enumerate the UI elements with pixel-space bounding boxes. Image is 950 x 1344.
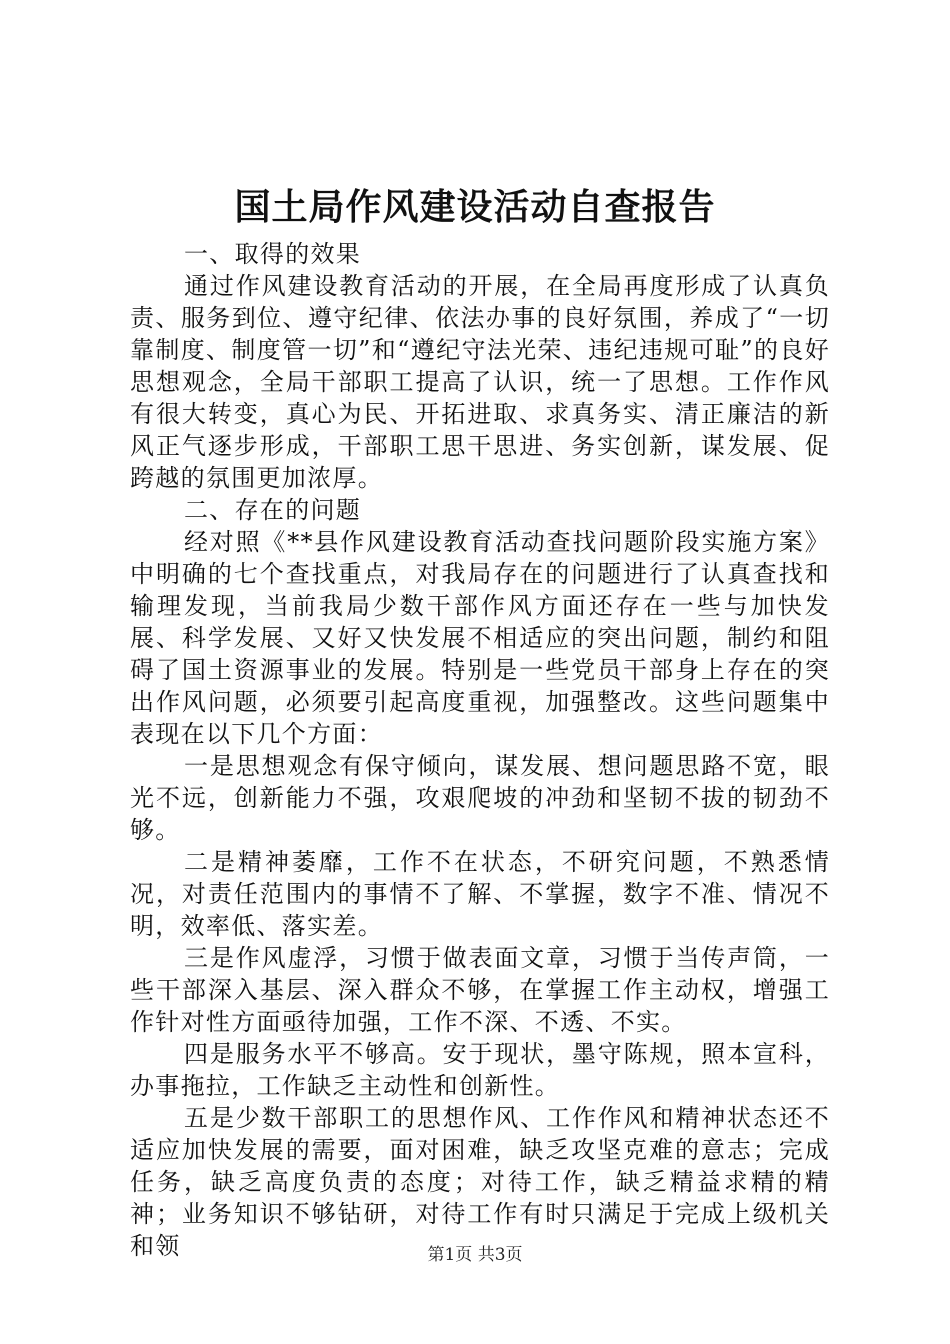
document-body xyxy=(130,238,830,1262)
paragraph-problem-1: 一是思想观念有保守倾向，谋发展、想问题思路不宽，眼光不远，创新能力不强，攻艰爬坡的冲劲和坚韧不拔的韧劲不够。 xyxy=(130,752,830,844)
section-heading-problems: 二、存在的问题 xyxy=(184,496,362,524)
paragraph-results: 通过作风建设教育活动的开展，在全局再度形成了认真负责、服务到位、遵守纪律、依法办事的良好氛围，养成了“一切靠制度、制度管一切”和“遵纪守法光荣、违纪违规可耻”的良好思想观念，全局干部职工提高了认识，统一了思想。工作作风有很大转变，真心为民、开拓进取、求真务实、清正廉洁的新风正气逐步形成，干部职工思干思进、务实创新，谋发展、促跨越的氛围更加浓厚。 xyxy=(130,272,830,492)
paragraph-problem-2: 二是精神萎靡，工作不在状态，不研究问题，不熟悉情况，对责任范围内的事情不了解、不掌握，数字不准、情况不明，效率低、落实差。 xyxy=(130,848,830,940)
document-title: 国土局作风建设活动自查报告 xyxy=(234,186,716,228)
paragraph-problem-4: 四是服务水平不够高。安于现状，墨守陈规，照本宣科，办事拖拉，工作缺乏主动性和创新性。 xyxy=(130,1040,830,1100)
paragraph-problems-intro: 经对照《**县作风建设教育活动查找问题阶段实施方案》中明确的七个查找重点，对我局存在的问题进行了认真查找和输理发现，当前我局少数干部作风方面还存在一些与加快发展、科学发展、又好又快发展不相适应的突出问题，制约和阻碍了国土资源事业的发展。特别是一些党员干部身上存在的突出作风问题，必须要引起高度重视，加强整改。这些问题集中表现在以下几个方面： xyxy=(130,528,830,748)
page-footer: 第1页 共3页 xyxy=(427,1245,523,1265)
section-heading-results: 一、取得的效果 xyxy=(184,240,362,268)
paragraph-problem-5: 五是少数干部职工的思想作风、工作作风和精神状态还不适应加快发展的需要，面对困难，缺乏攻坚克难的意志；完成任务，缺乏高度负责的态度；对待工作，缺乏精益求精的精神；业务知识不够钻研，对待工作有时只满足于完成上级机关和领 xyxy=(130,1104,830,1260)
paragraph-problem-3: 三是作风虚浮，习惯于做表面文章，习惯于当传声筒，一些干部深入基层、深入群众不够，在掌握工作主动权，增强工作针对性方面亟待加强，工作不深、不透、不实。 xyxy=(130,944,830,1036)
